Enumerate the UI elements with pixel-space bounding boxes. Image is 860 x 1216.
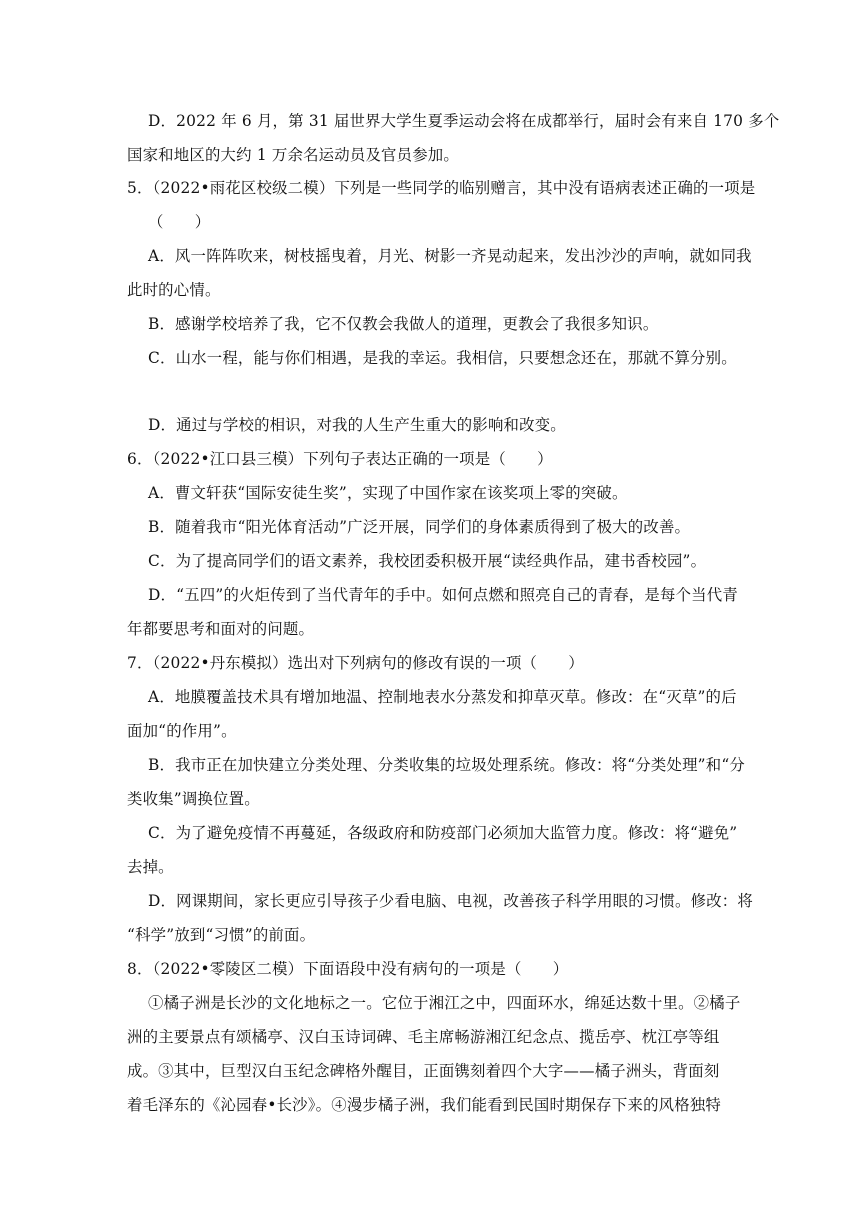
- question-5-option-c: C．山水一程，能与你们相遇，是我的幸运。我相信，只要想念还在，那就不算分别。: [148, 349, 737, 367]
- question-5-stem: 5．（2022•雨花区校级二模）下列是一些同学的临别赠言，其中没有语病表述正确的一项是: [127, 179, 756, 197]
- question-7-option-b-cont: 类收集”调换位置。: [127, 790, 260, 808]
- question-6-option-c: C．为了提高同学们的语文素养，我校团委积极开展“读经典作品，建书香校园”。: [148, 552, 707, 570]
- question-7-option-a: A．地膜覆盖技术具有增加地温、控制地表水分蒸发和抑草灭草。修改：在“灭草”的后: [148, 688, 737, 706]
- question-7-option-c: C．为了避免疫情不再蔓延，各级政府和防疫部门必须加大监管力度。修改：将“避免”: [148, 824, 738, 842]
- question-5-bracket: （ ）: [148, 213, 211, 231]
- question-7-option-c-cont: 去掉。: [127, 858, 174, 876]
- question-8-passage-line-3: 成。③其中，巨型汉白玉纪念碑格外醒目，正面镌刻着四个大字——橘子洲头，背面刻: [127, 1062, 720, 1080]
- question-7-option-b: B．我市正在加快建立分类处理、分类收集的垃圾处理系统。修改：将“分类处理”和“分: [148, 756, 745, 774]
- question-7-option-a-cont: 面加“的作用”。: [127, 722, 237, 740]
- question-5-option-b: B．感谢学校培养了我，它不仅教会我做人的道理，更教会了我很多知识。: [148, 315, 659, 333]
- question-7-option-d-cont: “科学”放到“习惯”的前面。: [127, 926, 316, 944]
- question-5-option-a-cont: 此时的心情。: [127, 281, 221, 299]
- question-6-option-b: B．随着我市“阳光体育活动”广泛开展，同学们的身体素质得到了极大的改善。: [148, 518, 691, 536]
- question-6-option-d: D．“五四”的火炬传到了当代青年的手中。如何点燃和照亮自己的青春，是每个当代青: [148, 586, 738, 604]
- question-6-option-d-cont: 年都要思考和面对的问题。: [127, 620, 315, 638]
- option-d-text-cont: 国家和地区的大约 1 万余名运动员及官员参加。: [127, 146, 459, 164]
- question-6-option-a: A．曹文轩获“国际安徒生奖”，实现了中国作家在该奖项上零的突破。: [148, 484, 628, 502]
- question-7-option-d: D．网课期间，家长更应引导孩子少看电脑、电视，改善孩子科学用眼的习惯。修改：将: [148, 892, 753, 910]
- question-8-passage-line-4: 着毛泽东的《沁园春•长沙》。④漫步橘子洲，我们能看到民国时期保存下来的风格独特: [127, 1096, 722, 1114]
- question-8-stem: 8．（2022•零陵区二模）下面语段中没有病句的一项是（ ）: [127, 960, 569, 978]
- question-8-passage-line-1: ①橘子洲是长沙的文化地标之一。它位于湘江之中，四面环水，绵延达数十里。②橘子: [148, 994, 741, 1012]
- question-5-option-d: D．通过与学校的相识，对我的人生产生重大的影响和改变。: [148, 416, 566, 434]
- question-5-option-a: A．风一阵阵吹来，树枝摇曳着，月光、树影一齐晃动起来，发出沙沙的声响，就如同我: [148, 247, 752, 265]
- option-d-text: D．2022 年 6 月，第 31 届世界大学生夏季运动会将在成都举行，届时会有来自 170 多个: [148, 112, 780, 130]
- question-7-stem: 7．（2022•丹东模拟）选出对下列病句的修改有误的一项（ ）: [127, 654, 584, 672]
- question-6-stem: 6．（2022•江口县三模）下列句子表达正确的一项是（ ）: [127, 450, 553, 468]
- question-8-passage-line-2: 洲的主要景点有颂橘亭、汉白玉诗词碑、毛主席畅游湘江纪念点、揽岳亭、枕江亭等组: [127, 1028, 720, 1046]
